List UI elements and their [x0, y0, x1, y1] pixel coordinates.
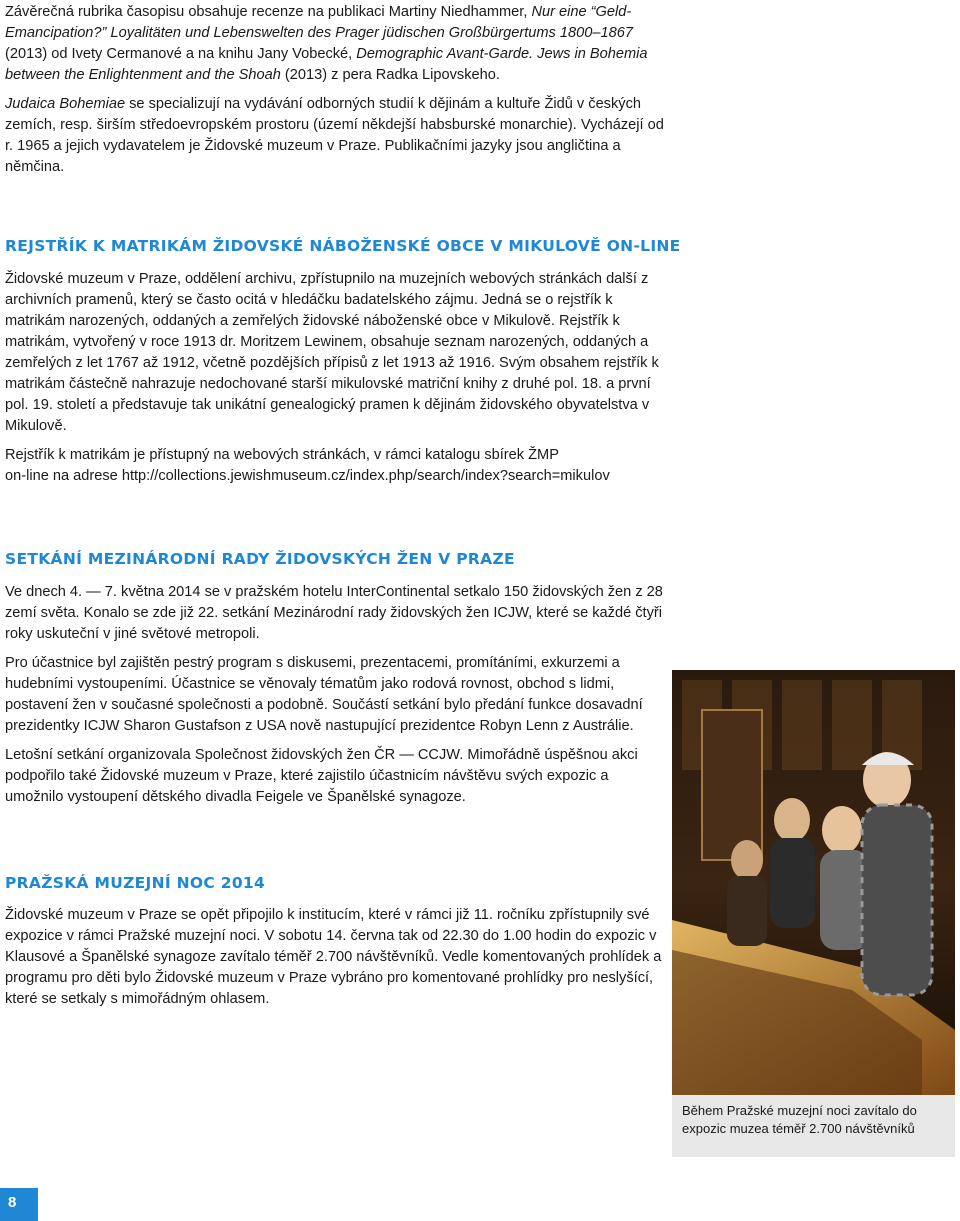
section-heading-mikulov: REJSTŘÍK K MATRIKÁM ŽIDOVSKÉ NÁBOŽENSKÉ OBCE V MIKULOVĚ ON-LINE	[5, 237, 681, 255]
section-heading-icjw: SETKÁNÍ MEZINÁRODNÍ RADY ŽIDOVSKÝCH ŽEN V PRAZE	[5, 550, 515, 568]
intro-paragraph-2: Judaica Bohemiae se specializují na vydávání odborných studií k dějinám a kultuře Židů v českých zemích, resp. širším středoevropském prostoru (území někdejší habsburské monarchie). Vycházejí od r. 1965 a jejich vydavatelem je Židovské muzeum v Praze. Publikačními jazyky jsou angličtina a němčina.	[5, 96, 664, 175]
mikulov-paragraph-1: Židovské muzeum v Praze, oddělení archivu, zpřístupnilo na muzejních webových stránkách další z archivních pramenů, který se často ocitá v hledáčku badatelského zájmu. Jedná se o rejstřík k matrikám narozených, oddaných a zemřelých židovské náboženské obce v Mikulově. Rejstřík k matrikám, vytvořený v roce 1913 dr. Moritzem Lewinem, obsahuje seznam narozených, oddaných a zemřelých z let 1767 až 1912, včetně pozdějších přípisů z let 1913 až 1916. Svým obsahem rejstřík k matrikám částečně nahrazuje nedochované starší mikulovské matriční knihy z druhé pol. 18. a první pol. 19. století a představuje tak unikátní genealogický pramen k dějinám židovského obyvatelstva v Mikulově.	[5, 271, 659, 434]
icjw-paragraph-2: Pro účastnice byl zajištěn pestrý program s diskusemi, prezentacemi, promítáními, exkurzemi a hudebními vystoupeními. Účastnice se věnovaly tématům jako rodová rovnost, obchod s lidmi, postavení žen v současné společnosti a podobně. Součástí setkání bylo předání funkce dosavadní prezidentky ICJW Sharon Gustafson z USA nově nastupující prezidentce Robyn Lenn z Austrálie.	[5, 655, 643, 734]
mikulov-paragraph-2: Rejstřík k matrikám je přístupný na webových stránkách, v rámci katalogu sbírek ŽMP on-line na adrese http://collections.jewishmuseum.cz/index.php/search/index?search=mikulov	[5, 447, 610, 484]
icjw-paragraph-3: Letošní setkání organizovala Společnost židovských žen ČR — CCJW. Mimořádně úspěšnou akci podpořilo také Židovské muzeum v Praze, které zajistilo účastnicím návštěvu svých expozic a umožnilo vystoupení dětského divadla Feigele ve Španělské synagoze.	[5, 747, 638, 805]
section-museum-night-body	[5, 905, 665, 1010]
collections-link[interactable]: on-line na adrese http://collections.jewishmuseum.cz/index.php/search/index?search=mikulov	[5, 468, 610, 484]
intro-paragraph-1: Závěrečná rubrika časopisu obsahuje recenze na publikaci Martiny Niedhammer, Nur eine “Geld-Emancipation?” Loyalitäten und Lebenswelten des Prager jüdischen Großbürgertums 1800–1867 (2013) od Ivety Cermanové a na knihu Jany Vobecké, Demographic Avant-Garde. Jews in Bohemia between the Enlightenment and the Shoah (2013) z pera Radka Lipovskeho.	[5, 4, 648, 83]
exhibition-visitors-illustration	[672, 670, 955, 1095]
section-icjw-body	[5, 582, 665, 808]
photo-caption: Během Pražské muzejní noci zavítalo do expozic muzea téměř 2.700 návštěvníků	[672, 1095, 955, 1157]
intro-block	[5, 2, 665, 178]
section-heading-museum-night: PRAŽSKÁ MUZEJNÍ NOC 2014	[5, 874, 266, 892]
museum-night-photo	[672, 670, 955, 1095]
section-mikulov-body	[5, 269, 665, 487]
icjw-paragraph-1: Ve dnech 4. — 7. května 2014 se v pražském hotelu InterContinental setkalo 150 židovských žen z 28 zemí světa. Konalo se zde již 22. setkání Mezinárodní rady židovských žen ICJW, které se každé čtyři roky uskuteční v jiné světové metropoli.	[5, 584, 663, 642]
museum-night-paragraph-1: Židovské muzeum v Praze se opět připojilo k institucím, které v rámci již 11. ročníku zpřístupnily své expozice v rámci Pražské muzejní noci. V sobotu 14. června tak od 22.30 do 1.00 hodin do expozic v Klausové a Španělské synagoze zavítalo téměř 2.700 návštěvníků. Vedle komentovaných prohlídek a programu pro děti bylo Židovské muzeum v Praze vybráno pro komentované prohlídky pro neslyšící, které se setkaly s mimořádným ohlasem.	[5, 907, 662, 1007]
page-number-badge: 8	[0, 1188, 38, 1221]
